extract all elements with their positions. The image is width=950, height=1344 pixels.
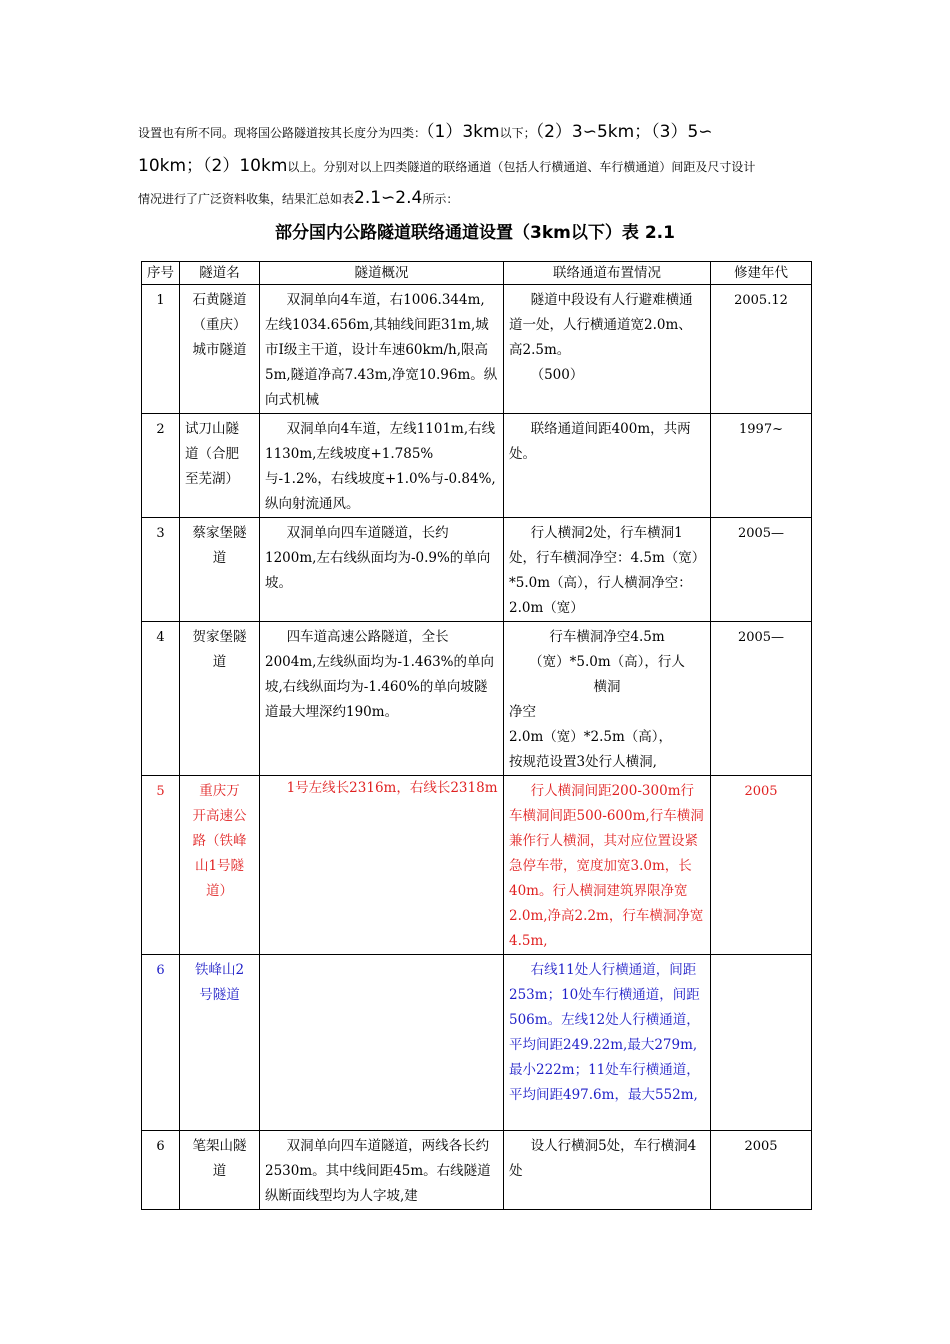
header-name: 隧道名 — [180, 262, 260, 285]
name-line: 笔架山隧 — [192, 1138, 247, 1154]
intro-class-1: （1）3km — [426, 122, 500, 142]
cell-name — [180, 622, 260, 776]
cell-no: 4 — [142, 622, 180, 776]
link-line: （宽）*5.0m（高），行人 — [529, 654, 685, 670]
cell-no: 6 — [142, 1131, 180, 1210]
name-line: 道 — [212, 654, 227, 670]
cell-no: 2 — [142, 414, 180, 518]
table-row — [142, 955, 812, 1131]
table-header-row — [142, 262, 812, 285]
name-line: 重庆万 — [199, 783, 240, 799]
header-year: 修建年代 — [711, 262, 812, 285]
cell-year: 2005— — [711, 518, 812, 622]
intro-class-3-4: 10km；（2）10km — [138, 156, 288, 176]
table-range-ref: 2.1∽2.4 — [354, 188, 423, 208]
cell-name — [180, 776, 260, 955]
link-line: 横洞 — [593, 679, 621, 695]
table-row — [142, 285, 812, 414]
name-line: 试刀山隧 — [185, 421, 239, 437]
link-line: 按规范设置3处行人横洞, — [509, 754, 657, 770]
link-line: 行车横洞净空4.5m — [549, 629, 665, 645]
intro-text: 情况进行了广泛资料收集，结果汇总如表 — [138, 192, 355, 206]
name-line: 道 — [212, 550, 227, 566]
table-row — [142, 622, 812, 776]
name-line: （重庆） — [192, 317, 247, 333]
cell-link: 右线11处人行横通道，间距253m；10处车行横通道，间距506m。左线12处人行横通道，平均间距249.22m,最大279m,最小222m；11处车行横通道，平均间距497.6m，最大552m, — [504, 955, 711, 1131]
name-line: 贺家堡隧 — [192, 629, 247, 645]
cell-desc: 双洞单向四车道隧道，长约1200m,左右线纵面均为-0.9%的单向坡。 — [260, 518, 504, 622]
cell-desc: 1号左线长2316m，右线长2318m — [260, 776, 504, 955]
header-link: 联络通道布置情况 — [504, 262, 711, 285]
link-line: 2.0m（宽）*2.5m（高）， — [509, 729, 673, 745]
intro-text: 以上。分别对以上四类隧道的联络通道（包括人行横通道、车行横通道）间距及尺寸设计 — [287, 160, 756, 174]
name-line: 石黄隧道 — [192, 292, 247, 308]
cell-link — [504, 622, 711, 776]
cell-link: 设人行横洞5处，车行横洞4处 — [504, 1131, 711, 1210]
intro-text: 以下； — [499, 126, 536, 140]
link-line: 净空 — [509, 704, 536, 720]
name-line: 铁峰山2 — [194, 962, 245, 978]
cell-year: 2005 — [711, 1131, 812, 1210]
intro-line-1 — [138, 122, 818, 143]
cell-year — [711, 955, 812, 1131]
name-line: 城市隧道 — [192, 342, 247, 358]
cell-name — [180, 1131, 260, 1210]
cell-desc: 四车道高速公路隧道，全长2004m,左线纵面均为-1.463%的单向坡,右线纵面均为-1.460%的单向坡隧道最大埋深约190m。 — [260, 622, 504, 776]
header-desc: 隧道概况 — [260, 262, 504, 285]
cell-desc — [260, 955, 504, 1131]
cell-no: 3 — [142, 518, 180, 622]
cell-no: 1 — [142, 285, 180, 414]
cell-desc: 双洞单向4车道，左线1101m,右线1130m,左线坡度+1.785%与-1.2%，右线坡度+1.0%与-0.84%,纵向射流通风。 — [260, 414, 504, 518]
intro-text: 设置也有所不同。现将国公路隧道按其长度分为四类： — [138, 126, 427, 140]
table-row — [142, 414, 812, 518]
cell-name — [180, 518, 260, 622]
cell-link: 行人横洞2处，行车横洞1处，行车横洞净空：4.5m（宽）*5.0m（高），行人横洞净空：2.0m（宽） — [504, 518, 711, 622]
name-line: 开高速公 — [192, 808, 247, 824]
intro-text: 所示： — [422, 192, 459, 206]
table-row — [142, 776, 812, 955]
name-line: 道 — [212, 1163, 227, 1179]
intro-line-2 — [138, 156, 818, 177]
intro-line-3 — [138, 188, 818, 209]
name-line: 山1号隧 — [194, 858, 245, 874]
name-line: 路（铁峰 — [192, 833, 247, 849]
cell-name — [180, 414, 260, 518]
cell-link — [504, 285, 711, 414]
cell-year: 2005 — [711, 776, 812, 955]
name-line: 号隧道 — [199, 987, 240, 1003]
cell-year: 2005— — [711, 622, 812, 776]
cell-no: 5 — [142, 776, 180, 955]
cell-year: 1997~ — [711, 414, 812, 518]
tunnel-table — [141, 261, 812, 1210]
cell-link: 行人横洞间距200-300m行车横洞间距500-600m,行车横洞兼作行人横洞，其对应位置设紧急停车带，宽度加宽3.0m，长40m。行人横洞建筑界限净宽2.0m,净高2.2m，行车横洞净宽4.5m, — [504, 776, 711, 955]
cell-name — [180, 955, 260, 1131]
table-row — [142, 518, 812, 622]
cell-desc: 双洞单向四车道隧道，两线各长约2530m。其中线间距45m。右线隧道纵断面线型均为人字坡,建 — [260, 1131, 504, 1210]
cell-year: 2005.12 — [711, 285, 812, 414]
cell-no: 6 — [142, 955, 180, 1131]
link-text: 隧道中段设有人行避难横通道一处，人行横通道宽2.0m、高2.5m。 — [509, 292, 693, 358]
name-line: 蔡家堡隧 — [192, 525, 247, 541]
name-line: 道） — [206, 883, 233, 899]
cell-desc: 双洞单向4车道，右1006.344m,左线1034.656m,其轴线间距31m,城市Ⅰ级主干道，设计车速60km/h,限高5m,隧道净高7.43m,净宽10.96m。纵向式机械 — [260, 285, 504, 414]
name-line: 至芜湖） — [185, 471, 239, 487]
link-extra: （500） — [530, 367, 584, 383]
cell-link: 联络通道间距400m，共两处。 — [504, 414, 711, 518]
table-row — [142, 1131, 812, 1210]
name-line: 道（合肥 — [185, 446, 239, 462]
cell-name — [180, 285, 260, 414]
header-no: 序号 — [142, 262, 180, 285]
intro-class-2-3: （2）3∽5km；（3）5∽ — [535, 122, 713, 142]
table-title: 部分国内公路隧道联络通道设置（3km以下）表 2.1 — [275, 223, 675, 243]
